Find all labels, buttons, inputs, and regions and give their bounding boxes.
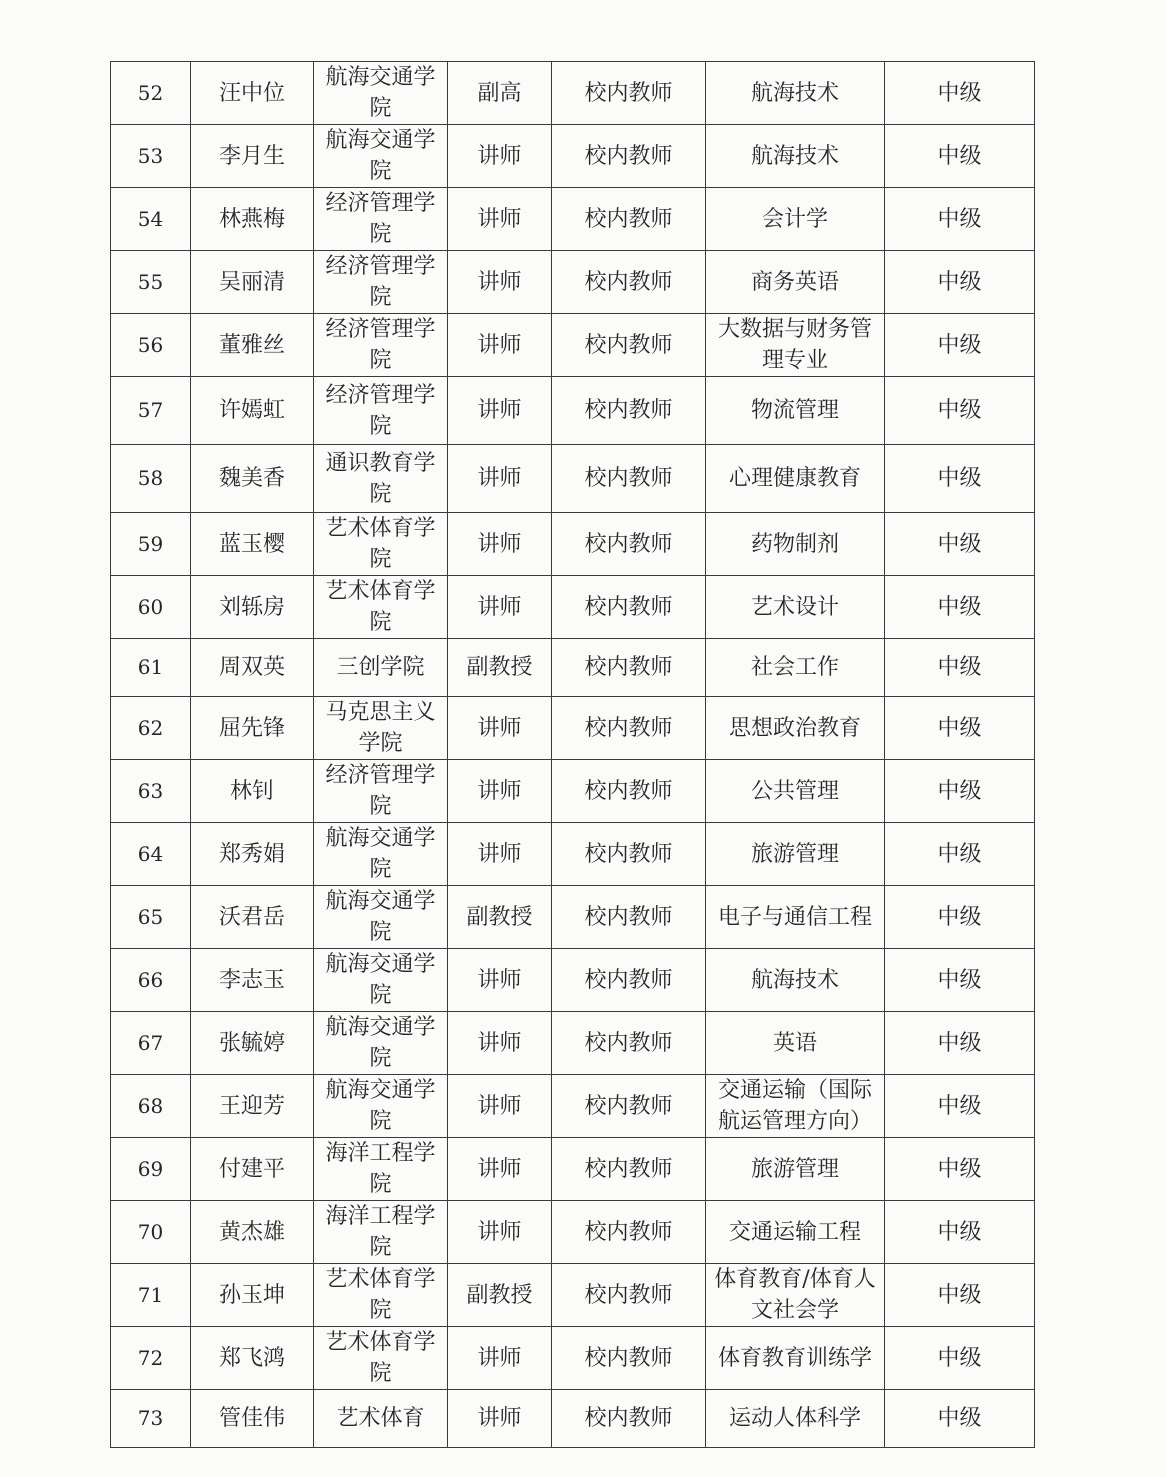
teacher-type: 校内教师 bbox=[552, 513, 706, 576]
professional-title: 讲师 bbox=[448, 697, 552, 760]
level: 中级 bbox=[885, 639, 1035, 697]
table-row bbox=[111, 1201, 1035, 1264]
level: 中级 bbox=[885, 576, 1035, 639]
college: 艺术体育学院 bbox=[314, 1327, 448, 1390]
college: 航海交通学院 bbox=[314, 886, 448, 949]
professional-title: 讲师 bbox=[448, 1138, 552, 1201]
college: 艺术体育学院 bbox=[314, 576, 448, 639]
college: 经济管理学院 bbox=[314, 188, 448, 251]
level: 中级 bbox=[885, 949, 1035, 1012]
level: 中级 bbox=[885, 188, 1035, 251]
teacher-name: 吴丽清 bbox=[191, 251, 314, 314]
college: 航海交通学院 bbox=[314, 125, 448, 188]
level: 中级 bbox=[885, 445, 1035, 513]
teacher-type: 校内教师 bbox=[552, 1075, 706, 1138]
level: 中级 bbox=[885, 251, 1035, 314]
major: 体育教育/体育人文社会学 bbox=[706, 1264, 885, 1327]
teacher-type: 校内教师 bbox=[552, 251, 706, 314]
professional-title: 讲师 bbox=[448, 513, 552, 576]
table-row bbox=[111, 1012, 1035, 1075]
table-row bbox=[111, 1138, 1035, 1201]
table-row bbox=[111, 1327, 1035, 1390]
level: 中级 bbox=[885, 513, 1035, 576]
professional-title: 讲师 bbox=[448, 1075, 552, 1138]
teacher-name: 魏美香 bbox=[191, 445, 314, 513]
table-row bbox=[111, 445, 1035, 513]
table-row bbox=[111, 760, 1035, 823]
level: 中级 bbox=[885, 314, 1035, 377]
row-number: 73 bbox=[111, 1390, 191, 1448]
row-number: 72 bbox=[111, 1327, 191, 1390]
row-number: 61 bbox=[111, 639, 191, 697]
table-row bbox=[111, 62, 1035, 125]
teacher-name: 周双英 bbox=[191, 639, 314, 697]
major: 公共管理 bbox=[706, 760, 885, 823]
professional-title: 副教授 bbox=[448, 886, 552, 949]
major: 物流管理 bbox=[706, 377, 885, 445]
level: 中级 bbox=[885, 1201, 1035, 1264]
teacher-type: 校内教师 bbox=[552, 1201, 706, 1264]
table-row bbox=[111, 697, 1035, 760]
teacher-name: 王迎芳 bbox=[191, 1075, 314, 1138]
professional-title: 讲师 bbox=[448, 1201, 552, 1264]
college: 三创学院 bbox=[314, 639, 448, 697]
professional-title: 讲师 bbox=[448, 445, 552, 513]
major: 交通运输（国际航运管理方向） bbox=[706, 1075, 885, 1138]
teacher-type: 校内教师 bbox=[552, 125, 706, 188]
teacher-name: 林燕梅 bbox=[191, 188, 314, 251]
level: 中级 bbox=[885, 823, 1035, 886]
teacher-name: 林钊 bbox=[191, 760, 314, 823]
college: 经济管理学院 bbox=[314, 760, 448, 823]
college: 艺术体育学院 bbox=[314, 1264, 448, 1327]
teacher-name: 蓝玉樱 bbox=[191, 513, 314, 576]
college: 航海交通学院 bbox=[314, 1012, 448, 1075]
row-number: 60 bbox=[111, 576, 191, 639]
table-row bbox=[111, 1390, 1035, 1448]
college: 海洋工程学院 bbox=[314, 1201, 448, 1264]
professional-title: 讲师 bbox=[448, 125, 552, 188]
level: 中级 bbox=[885, 1264, 1035, 1327]
row-number: 63 bbox=[111, 760, 191, 823]
row-number: 57 bbox=[111, 377, 191, 445]
teacher-type: 校内教师 bbox=[552, 1390, 706, 1448]
major: 运动人体科学 bbox=[706, 1390, 885, 1448]
college: 艺术体育 bbox=[314, 1390, 448, 1448]
college: 海洋工程学院 bbox=[314, 1138, 448, 1201]
teacher-name: 郑秀娟 bbox=[191, 823, 314, 886]
major: 航海技术 bbox=[706, 125, 885, 188]
major: 社会工作 bbox=[706, 639, 885, 697]
professional-title: 讲师 bbox=[448, 1327, 552, 1390]
row-number: 68 bbox=[111, 1075, 191, 1138]
level: 中级 bbox=[885, 1012, 1035, 1075]
professional-title: 讲师 bbox=[448, 1390, 552, 1448]
row-number: 59 bbox=[111, 513, 191, 576]
major: 体育教育训练学 bbox=[706, 1327, 885, 1390]
college: 航海交通学院 bbox=[314, 62, 448, 125]
teacher-type: 校内教师 bbox=[552, 445, 706, 513]
professional-title: 讲师 bbox=[448, 949, 552, 1012]
level: 中级 bbox=[885, 377, 1035, 445]
row-number: 65 bbox=[111, 886, 191, 949]
major: 交通运输工程 bbox=[706, 1201, 885, 1264]
table-row bbox=[111, 949, 1035, 1012]
teacher-name: 管佳伟 bbox=[191, 1390, 314, 1448]
teacher-name: 刘轹房 bbox=[191, 576, 314, 639]
level: 中级 bbox=[885, 1390, 1035, 1448]
teacher-type: 校内教师 bbox=[552, 697, 706, 760]
row-number: 55 bbox=[111, 251, 191, 314]
row-number: 71 bbox=[111, 1264, 191, 1327]
teacher-name: 李志玉 bbox=[191, 949, 314, 1012]
college: 经济管理学院 bbox=[314, 314, 448, 377]
major: 电子与通信工程 bbox=[706, 886, 885, 949]
teacher-type: 校内教师 bbox=[552, 1012, 706, 1075]
teacher-name: 李月生 bbox=[191, 125, 314, 188]
table-row bbox=[111, 639, 1035, 697]
college: 马克思主义学院 bbox=[314, 697, 448, 760]
teacher-name: 付建平 bbox=[191, 1138, 314, 1201]
professional-title: 讲师 bbox=[448, 314, 552, 377]
row-number: 69 bbox=[111, 1138, 191, 1201]
major: 大数据与财务管理专业 bbox=[706, 314, 885, 377]
level: 中级 bbox=[885, 1138, 1035, 1201]
college: 航海交通学院 bbox=[314, 1075, 448, 1138]
teacher-name: 汪中位 bbox=[191, 62, 314, 125]
teacher-type: 校内教师 bbox=[552, 314, 706, 377]
major: 药物制剂 bbox=[706, 513, 885, 576]
college: 通识教育学院 bbox=[314, 445, 448, 513]
teacher-type: 校内教师 bbox=[552, 639, 706, 697]
teacher-name: 黄杰雄 bbox=[191, 1201, 314, 1264]
level: 中级 bbox=[885, 62, 1035, 125]
teacher-name: 孙玉坤 bbox=[191, 1264, 314, 1327]
row-number: 54 bbox=[111, 188, 191, 251]
major: 心理健康教育 bbox=[706, 445, 885, 513]
major: 会计学 bbox=[706, 188, 885, 251]
professional-title: 讲师 bbox=[448, 576, 552, 639]
table-row bbox=[111, 1075, 1035, 1138]
teacher-type: 校内教师 bbox=[552, 62, 706, 125]
teacher-type: 校内教师 bbox=[552, 1327, 706, 1390]
row-number: 66 bbox=[111, 949, 191, 1012]
major: 旅游管理 bbox=[706, 1138, 885, 1201]
major: 航海技术 bbox=[706, 62, 885, 125]
teacher-type: 校内教师 bbox=[552, 1264, 706, 1327]
major: 航海技术 bbox=[706, 949, 885, 1012]
major: 旅游管理 bbox=[706, 823, 885, 886]
teacher-name: 屈先锋 bbox=[191, 697, 314, 760]
table-row bbox=[111, 576, 1035, 639]
level: 中级 bbox=[885, 760, 1035, 823]
row-number: 64 bbox=[111, 823, 191, 886]
teacher-type: 校内教师 bbox=[552, 886, 706, 949]
major: 商务英语 bbox=[706, 251, 885, 314]
major: 思想政治教育 bbox=[706, 697, 885, 760]
professional-title: 讲师 bbox=[448, 188, 552, 251]
table-row bbox=[111, 314, 1035, 377]
teacher-name: 郑飞鸿 bbox=[191, 1327, 314, 1390]
table-row bbox=[111, 188, 1035, 251]
table-row bbox=[111, 125, 1035, 188]
professional-title: 讲师 bbox=[448, 760, 552, 823]
level: 中级 bbox=[885, 125, 1035, 188]
teacher-name: 沃君岳 bbox=[191, 886, 314, 949]
teacher-name: 董雅丝 bbox=[191, 314, 314, 377]
college: 经济管理学院 bbox=[314, 377, 448, 445]
level: 中级 bbox=[885, 1075, 1035, 1138]
professional-title: 副高 bbox=[448, 62, 552, 125]
table-row bbox=[111, 251, 1035, 314]
table-row bbox=[111, 886, 1035, 949]
row-number: 62 bbox=[111, 697, 191, 760]
row-number: 53 bbox=[111, 125, 191, 188]
college: 航海交通学院 bbox=[314, 949, 448, 1012]
teacher-type: 校内教师 bbox=[552, 1138, 706, 1201]
table-row bbox=[111, 513, 1035, 576]
teacher-type: 校内教师 bbox=[552, 377, 706, 445]
professional-title: 讲师 bbox=[448, 1012, 552, 1075]
major: 英语 bbox=[706, 1012, 885, 1075]
roster-body bbox=[111, 62, 1035, 1448]
teacher-name: 许嫣虹 bbox=[191, 377, 314, 445]
professional-title: 副教授 bbox=[448, 639, 552, 697]
row-number: 56 bbox=[111, 314, 191, 377]
row-number: 58 bbox=[111, 445, 191, 513]
college: 经济管理学院 bbox=[314, 251, 448, 314]
professional-title: 讲师 bbox=[448, 823, 552, 886]
professional-title: 讲师 bbox=[448, 251, 552, 314]
professional-title: 讲师 bbox=[448, 377, 552, 445]
major: 艺术设计 bbox=[706, 576, 885, 639]
college: 航海交通学院 bbox=[314, 823, 448, 886]
level: 中级 bbox=[885, 886, 1035, 949]
table-row bbox=[111, 1264, 1035, 1327]
teacher-name: 张毓婷 bbox=[191, 1012, 314, 1075]
table-row bbox=[111, 823, 1035, 886]
teacher-type: 校内教师 bbox=[552, 760, 706, 823]
teacher-type: 校内教师 bbox=[552, 188, 706, 251]
teacher-type: 校内教师 bbox=[552, 576, 706, 639]
level: 中级 bbox=[885, 697, 1035, 760]
college: 艺术体育学院 bbox=[314, 513, 448, 576]
row-number: 67 bbox=[111, 1012, 191, 1075]
row-number: 52 bbox=[111, 62, 191, 125]
teacher-type: 校内教师 bbox=[552, 823, 706, 886]
teacher-type: 校内教师 bbox=[552, 949, 706, 1012]
level: 中级 bbox=[885, 1327, 1035, 1390]
table-row bbox=[111, 377, 1035, 445]
professional-title: 副教授 bbox=[448, 1264, 552, 1327]
teacher-roster-table bbox=[110, 61, 1035, 1448]
row-number: 70 bbox=[111, 1201, 191, 1264]
